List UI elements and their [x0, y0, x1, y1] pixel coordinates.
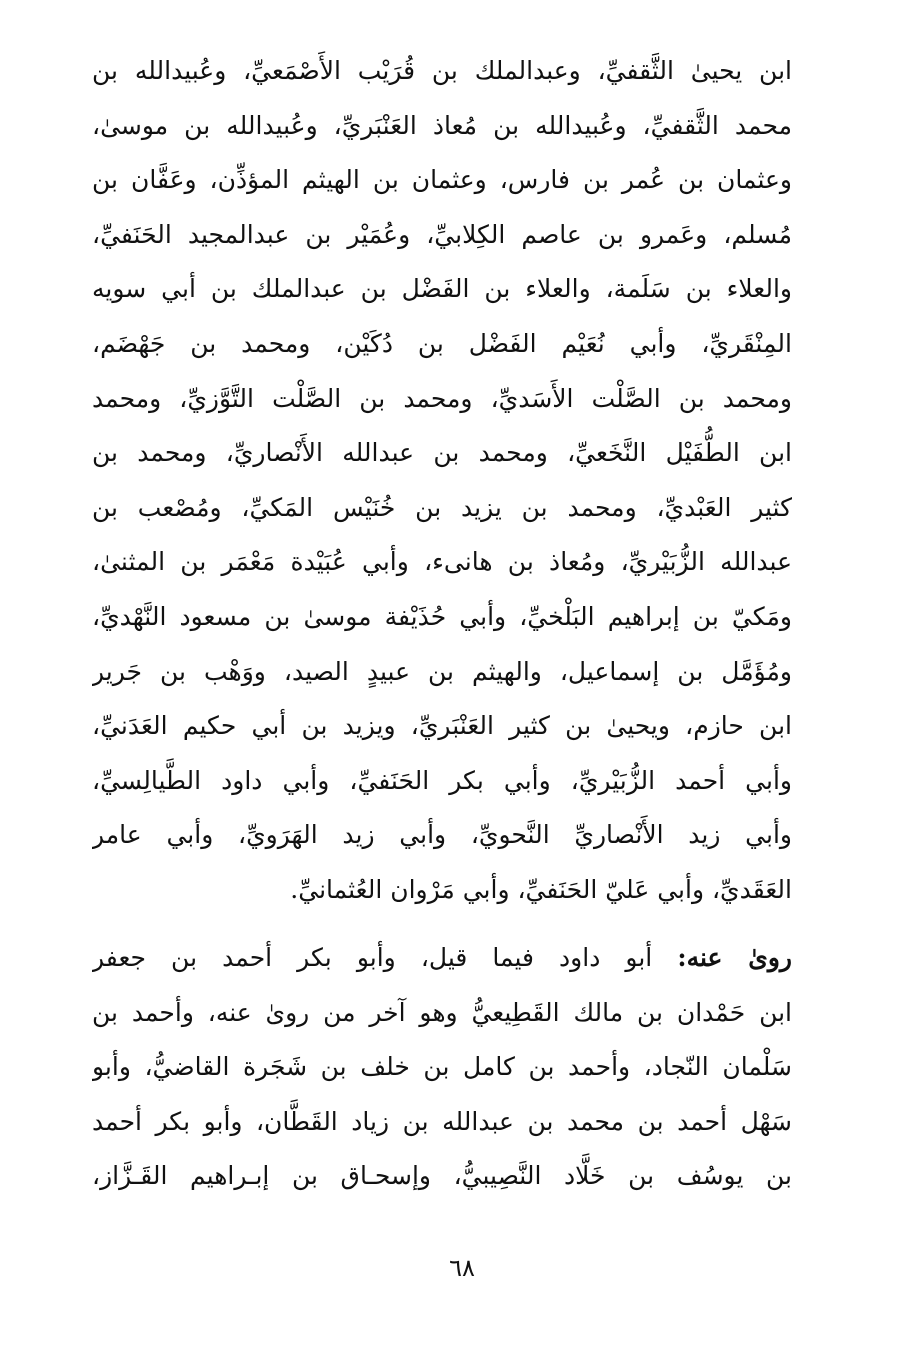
text-line: سَهْل أحمد بن محمد بن عبدالله بن زياد القَطَّان، وأبو بكر أحمد — [92, 1106, 792, 1136]
section-heading: روىٰ عنه: — [677, 943, 792, 972]
text-line: ابن الطُّفَيْل النَّخَعيِّ، ومحمد بن عبدالله الأَنْصاريِّ، ومحمد بن — [92, 438, 792, 468]
text-line: وعثمان بن عُمر بن فارس، وعثمان بن الهيثم المؤذِّن، وعَفَّان بن — [92, 165, 792, 195]
text-line: العَقَديِّ، وأبي عَليّ الحَنَفيِّ، وأبي مَرْوان العُثمانيِّ. — [290, 874, 792, 904]
text-line-first — [92, 931, 792, 986]
text-line: سَلْمان النّجاد، وأحمد بن كامل بن خلف بن شَجَرة القاضيُّ، وأبو — [92, 1052, 792, 1082]
text-line: ومَكيّ بن إبراهيم البَلْخيِّ، وأبي حُذَيْفة موسىٰ بن مسعود النَّهْديِّ، — [92, 601, 792, 631]
text-line: وأبي أحمد الزُّبَيْريِّ، وأبي بكر الحَنَفيِّ، وأبي داود الطَّيالِسيِّ، — [92, 765, 792, 795]
text-line: ومُؤَمَّل بن إسماعيل، والهيثم بن عبيدٍ الصيد، ووَهْب بن جَرير — [92, 656, 792, 686]
text-line: ابن حازم، ويحيىٰ بن كثير العَنْبَريِّ، ويزيد بن أبي حكيم العَدَنيِّ، — [92, 711, 792, 741]
paragraph-teachers — [92, 44, 792, 918]
text-line: ابن حَمْدان بن مالك القَطِيعيُّ وهو آخر من روىٰ عنه، وأحمد بن — [92, 997, 792, 1027]
paragraph-students — [92, 931, 792, 1204]
text-line: عبدالله الزُّبَيْريِّ، ومُعاذ بن هانىء، وأبي عُبَيْدة مَعْمَر بن المثنىٰ، — [92, 547, 792, 577]
text-line: محمد الثَّقفيِّ، وعُبيدالله بن مُعاذ العَنْبَريِّ، وعُبيدالله بن موسىٰ، — [92, 110, 792, 140]
page-number: ٦٨ — [449, 1254, 475, 1282]
text-line: مُسلم، وعَمرو بن عاصم الكِلابيِّ، وعُمَيْر بن عبدالمجيد الحَنَفيِّ، — [92, 219, 792, 249]
text-line: والعلاء بن سَلَمة، والعلاء بن الفَضْل بن عبدالملك بن أبي سويه — [92, 274, 792, 304]
text-line: ابن يحيىٰ الثَّقفيِّ، وعبدالملك بن قُرَيْب الأَصْمَعيِّ، وعُبيدالله بن — [92, 56, 792, 85]
text-line-rest: أبو داود فيما قيل، وأبو بكر أحمد بن جعفر — [92, 943, 678, 972]
text-line: المِنْقَريِّ، وأبي نُعَيْم الفَضْل بن دُكَيْن، ومحمد بن جَهْضَم، — [92, 328, 792, 358]
text-line: ومحمد بن الصَّلْت الأَسَديِّ، ومحمد بن الصَّلْت التَّوَّزيِّ، ومحمد — [92, 383, 792, 413]
text-line: بن يوسُف بن خَلَّاد النَّصِيبيُّ، وإسحـاق بن إبـراهيم القَـزَّاز، — [92, 1161, 792, 1191]
text-line: وأبي زيد الأَنْصاريِّ النَّحويِّ، وأبي زيد الهَرَويِّ، وأبي عامر — [92, 820, 792, 850]
text-line: كثير العَبْديِّ، ومحمد بن يزيد بن خُنَيْس المَكيِّ، ومُصْعب بن — [92, 492, 792, 522]
